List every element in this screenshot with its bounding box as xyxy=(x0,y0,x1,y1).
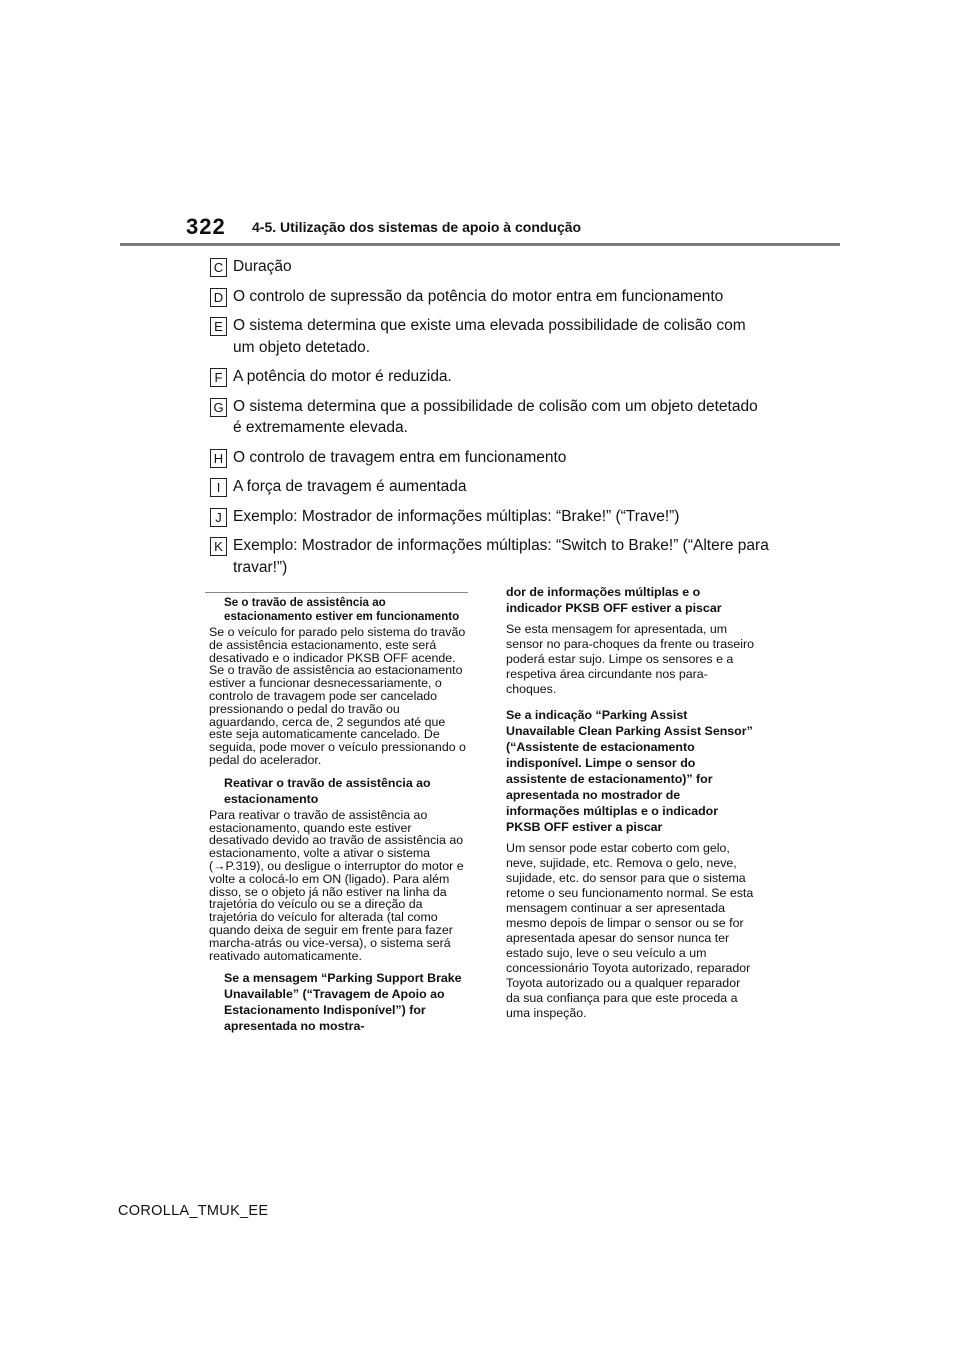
list-item xyxy=(210,396,770,439)
list-item-text: O controlo de supressão da potência do motor entra em funcionamento xyxy=(233,287,724,305)
list-item-text: O controlo de travagem entra em funcionamento xyxy=(233,448,567,466)
note-heading: Se a mensagem “Parking Support Brake Unavailable” (“Travagem de Apoio ao Estacionamento Indisponível”) for apresentada no mostra- xyxy=(224,971,462,1034)
note-text: Um sensor pode estar coberto com gelo, neve, sujidade, etc. Remova o gelo, neve, sujidade, etc. do sensor para que o sistema retome o seu funcionamento normal. Se esta mensagem continuar a ser apresentada mesmo depois de limpar o sensor ou se for apresentada apesar do sensor nunca ter estado sujo, leve o seu veículo a um concessionário Toyota autorizado, reparador Toyota autorizado ou a qualquer reparador da sua confiança para que este proceda a uma inspeção. xyxy=(506,841,754,1020)
letter-label: J xyxy=(210,508,227,527)
list-item-text: Exemplo: Mostrador de informações múltiplas: “Brake!” (“Trave!”) xyxy=(233,507,680,525)
page-number: 322 xyxy=(186,214,226,239)
letter-label: H xyxy=(210,449,227,468)
note-heading: dor de informações múltiplas e o indicador PKSB OFF estiver a piscar xyxy=(506,585,722,615)
notes-column-right xyxy=(506,582,754,1031)
letter-label: E xyxy=(210,317,227,336)
letter-label: C xyxy=(210,258,227,277)
list-item xyxy=(210,256,770,278)
list-item xyxy=(210,366,770,388)
list-item-text: A força de travagem é aumentada xyxy=(233,478,467,495)
letter-label: F xyxy=(210,368,227,387)
letter-label: I xyxy=(210,478,227,497)
note-heading: Se a indicação “Parking Assist Unavailable Clean Parking Assist Sensor” (“Assistente de estacionamento indisponível. Limpe o sensor do assistente de estacionamento)” for apresentada no mostrador de informações múltiplas e o indicador PKSB OFF estiver a piscar xyxy=(506,708,753,834)
list-item-text: A potência do motor é reduzida. xyxy=(233,368,452,385)
section-title: 4-5. Utilização dos sistemas de apoio à condução xyxy=(252,219,582,235)
list-item xyxy=(210,286,770,308)
header-divider xyxy=(120,243,840,246)
letter-label: D xyxy=(210,288,227,307)
list-item xyxy=(210,447,770,469)
list-item-text: Duração xyxy=(233,258,292,275)
list-item-text: O sistema determina que existe uma elevada possibilidade de colisão com um objeto detetado. xyxy=(233,317,746,356)
letter-label: K xyxy=(210,537,227,556)
list-item-text: O sistema determina que a possibilidade de colisão com um objeto detetado é extremamente elevada. xyxy=(233,397,758,436)
note-text: Para reativar o travão de assistência ao estacionamento, quando este estiver desativado devido ao travão de assistência ao estacionamento, volte a ativar o sistema (→P.319), ou desligue o interruptor do motor e volte a colocá-lo em ON (ligado). Para além disso, se o objeto já não estiver na linha da trajetória do veículo ou se a direção da trajetória do veículo for alterada (tal como quando deixa de seguir em frente para fazer marcha-atrás ou vice-versa), o sistema será reativado automaticamente. xyxy=(209,807,464,963)
list-item xyxy=(210,535,770,578)
list-item xyxy=(210,315,770,358)
document-code: COROLLA_TMUK_EE xyxy=(118,1203,269,1219)
note-heading: Reativar o travão de assistência ao estacionamento xyxy=(224,775,431,806)
list-item-text: Exemplo: Mostrador de informações múltiplas: “Switch to Brake!” (“Altere para travar!”) xyxy=(233,537,769,576)
note-text: Se o veículo for parado pelo sistema do travão de assistência estacionamento, este será desativado e o indicador PKSB OFF acende. Se o travão de assistência ao estacionamento estiver a funcionar desnecessariamente, o controlo de travagem pode ser cancelado pressionando o pedal do travão ou aguardando, cerca de, 2 segundos até que este seja automaticamente cancelado. De seguida, pode mover o veículo pressionando o pedal do acelerador. xyxy=(209,625,466,767)
note-text: Se esta mensagem for apresentada, um sensor no para-choques da frente ou traseiro poderá estar sujo. Limpe os sensores e a respetiva área circundante nos para-choques. xyxy=(506,622,754,696)
list-item xyxy=(210,476,770,498)
notes-divider xyxy=(205,592,468,593)
note-heading: Se o travão de assistência ao estacionamento estiver em funcionamento xyxy=(224,596,460,623)
notes-column-left xyxy=(209,596,471,1034)
step-list xyxy=(210,256,770,586)
list-item xyxy=(210,506,770,528)
letter-label: G xyxy=(210,398,227,417)
